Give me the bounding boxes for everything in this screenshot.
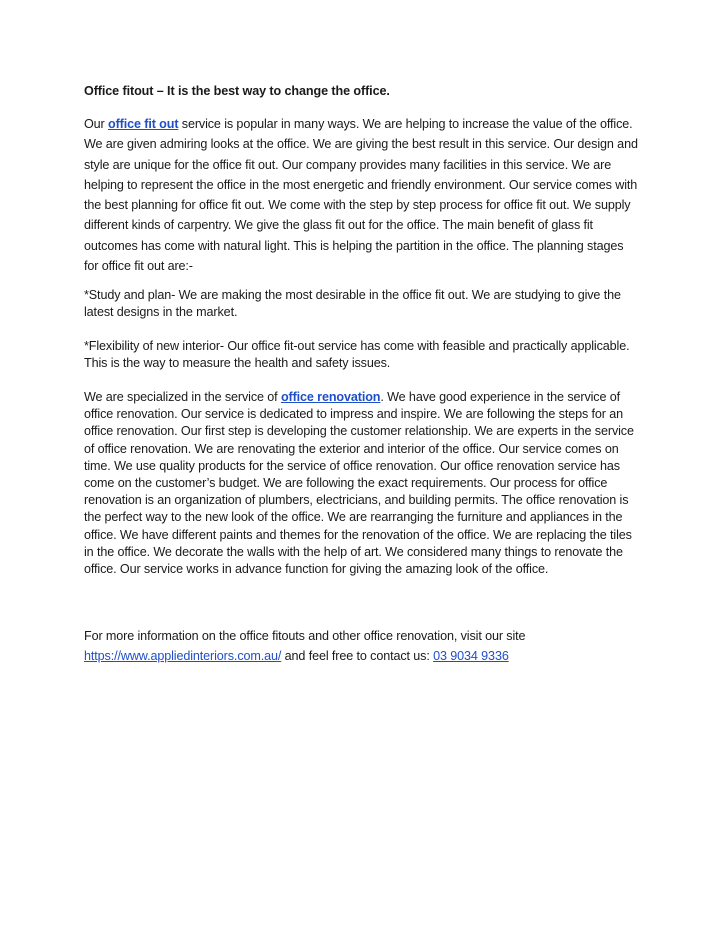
paragraph-text: . We have good experience in the service of office renovation. Our service is dedicated to impress and inspire. We are following the steps for an office renovation. Our first step is developing the customer relationship. We are experts in the service of office renovation. We are renovating the exterior and interior of the office. Our service comes on time. We use quality products for the service of office renovation. Our office renovation service has come on the customer’s budget. We are following the exact requirements. Our process for office renovation is an organization of plumbers, electricians, and building permits. The office renovation is the perfect way to the new look of the office. We are rearranging the furniture and appliances in the office. We have different paints and themes for the renovation of the office. We are replacing the tiles in the office. We decorate the walls with the help of art. We considered many things to renovate the office. Our service works in advance function for giving the amazing look of the office. — [84, 390, 634, 577]
paragraph-text: service is popular in many ways. We are helping to increase the value of the office. We are given admiring looks at the office. We are giving the best result in this service. Our design and style are unique for the office fit out. Our company provides many facilities in this service. We are helping to represent the office in the most energetic and friendly environment. Our service comes with the best planning for office fit out. We come with the step by step process for office fit out. We supply different kinds of carpentry. We give the glass fit out for the office. The main benefit of glass fit outcomes has come with natural light. This is helping the partition in the office. The planning stages for office fit out are:- — [84, 117, 638, 274]
paragraph-text: and feel free to contact us: — [281, 649, 434, 664]
paragraph-text: We are specialized in the service of — [84, 390, 281, 404]
office-renovation-link[interactable]: office renovation — [280, 390, 381, 404]
paragraph-contact-info — [84, 626, 640, 667]
phone-link[interactable]: 03 9034 9336 — [433, 649, 509, 664]
paragraph-study-and-plan: *Study and plan- We are making the most desirable in the office fit out. We are studying to give the latest designs in the market. — [84, 288, 621, 320]
office-fit-out-link[interactable]: office fit out — [108, 117, 179, 131]
paragraph-office-renovation — [84, 389, 640, 578]
document-title: Office fitout – It is the best way to change the office. — [84, 84, 390, 98]
paragraph-office-fitout — [84, 114, 640, 276]
paragraph-flexibility: *Flexibility of new interior- Our office fit-out service has come with feasible and practically applicable. This is the way to measure the health and safety issues. — [84, 339, 630, 371]
paragraph-text: Our — [84, 117, 109, 131]
paragraph-text: For more information on the office fitouts and other office renovation, visit our site — [84, 629, 526, 643]
website-link[interactable]: https://www.appliedinteriors.com.au/ — [84, 649, 282, 664]
